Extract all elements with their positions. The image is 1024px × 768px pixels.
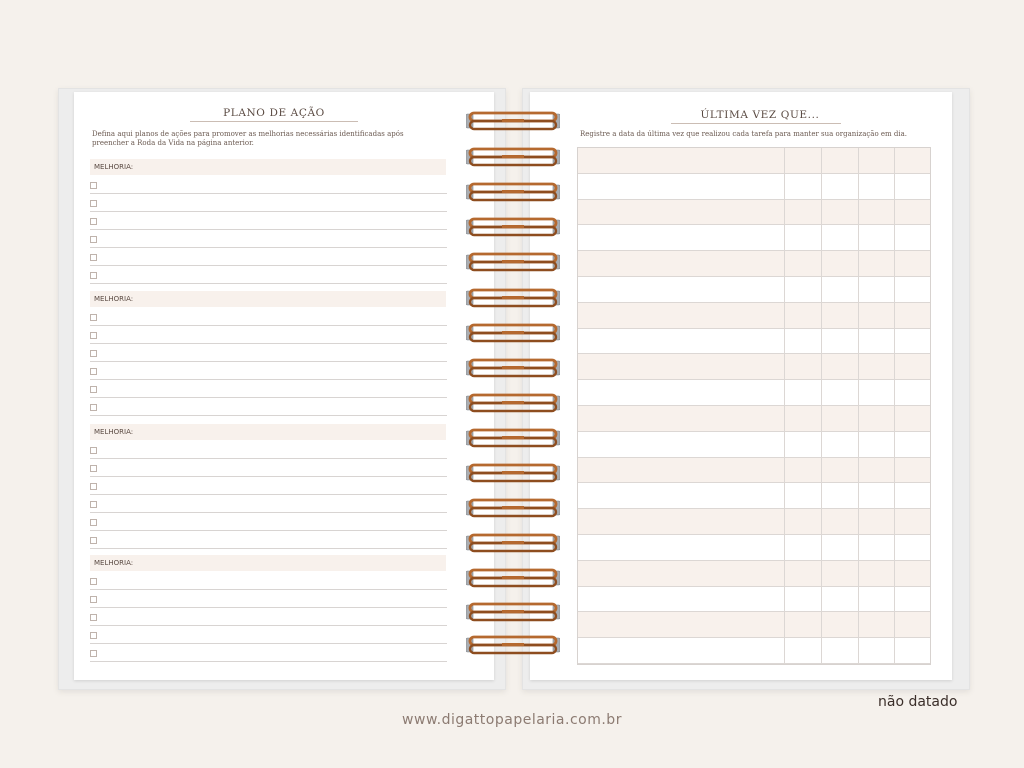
action-line[interactable] (90, 193, 447, 212)
checkbox[interactable] (90, 386, 97, 393)
action-line[interactable] (90, 476, 447, 495)
spiral-ring (466, 392, 560, 414)
checkbox[interactable] (90, 200, 97, 207)
checkbox[interactable] (90, 465, 97, 472)
action-line[interactable] (90, 458, 447, 477)
table-column-divider (784, 148, 785, 664)
last-time-table (577, 147, 931, 665)
checkbox[interactable] (90, 578, 97, 585)
action-line[interactable] (90, 379, 447, 398)
action-line[interactable] (90, 589, 447, 608)
checkbox[interactable] (90, 218, 97, 225)
spiral-ring (466, 216, 560, 238)
right-page-title: ÚLTIMA VEZ QUE... (700, 109, 820, 121)
action-line[interactable] (90, 607, 447, 626)
spiral-ring (466, 634, 560, 656)
action-line[interactable] (90, 512, 447, 531)
checkbox[interactable] (90, 537, 97, 544)
action-line[interactable] (90, 361, 447, 380)
table-row[interactable] (578, 148, 930, 174)
table-row[interactable] (578, 458, 930, 484)
checkbox[interactable] (90, 632, 97, 639)
table-row[interactable] (578, 432, 930, 458)
spiral-ring (466, 251, 560, 273)
checkbox[interactable] (90, 501, 97, 508)
spiral-ring (466, 567, 560, 589)
checkbox[interactable] (90, 314, 97, 321)
left-page-title: PLANO DE AÇÃO (223, 107, 325, 119)
checkbox[interactable] (90, 519, 97, 526)
checkbox[interactable] (90, 368, 97, 375)
table-row[interactable] (578, 174, 930, 200)
checkbox[interactable] (90, 650, 97, 657)
undated-label: não datado (878, 694, 958, 710)
right-title-underline (671, 123, 841, 124)
action-line[interactable] (90, 325, 447, 344)
table-row[interactable] (578, 380, 930, 406)
table-row[interactable] (578, 200, 930, 226)
improvement-label: MELHORIA: (90, 555, 446, 571)
spiral-ring (466, 532, 560, 554)
spiral-ring (466, 110, 560, 132)
improvement-label: MELHORIA: (90, 291, 446, 307)
action-line[interactable] (90, 307, 447, 326)
checkbox[interactable] (90, 404, 97, 411)
table-row[interactable] (578, 509, 930, 535)
spiral-ring (466, 287, 560, 309)
right-page (530, 92, 952, 680)
action-line[interactable] (90, 440, 447, 459)
table-row[interactable] (578, 251, 930, 277)
website-url: www.digattopapelaria.com.br (402, 712, 622, 728)
table-row[interactable] (578, 406, 930, 432)
table-row[interactable] (578, 535, 930, 561)
improvement-label: MELHORIA: (90, 159, 446, 175)
table-column-divider (858, 148, 859, 664)
spiral-ring (466, 462, 560, 484)
action-line[interactable] (90, 175, 447, 194)
action-line[interactable] (90, 571, 447, 590)
improvement-label: MELHORIA: (90, 424, 446, 440)
checkbox[interactable] (90, 254, 97, 261)
table-column-divider (821, 148, 822, 664)
left-page-description: Defina aqui planos de ações para promover as melhorias necessárias identificadas após preencher a Roda da Vida na página anterior. (92, 130, 404, 147)
checkbox[interactable] (90, 332, 97, 339)
table-row[interactable] (578, 277, 930, 303)
checkbox[interactable] (90, 236, 97, 243)
table-row[interactable] (578, 638, 930, 664)
checkbox[interactable] (90, 350, 97, 357)
action-line[interactable] (90, 211, 447, 230)
checkbox[interactable] (90, 182, 97, 189)
action-line[interactable] (90, 397, 447, 416)
spiral-ring (466, 322, 560, 344)
checkbox[interactable] (90, 447, 97, 454)
checkbox[interactable] (90, 614, 97, 621)
action-line[interactable] (90, 530, 447, 549)
left-page (74, 92, 494, 680)
spiral-ring (466, 427, 560, 449)
spiral-ring (466, 181, 560, 203)
left-title-underline (190, 121, 358, 122)
spiral-ring (466, 601, 560, 623)
action-line[interactable] (90, 494, 447, 513)
spiral-ring (466, 146, 560, 168)
table-row[interactable] (578, 587, 930, 613)
right-page-description: Registre a data da última vez que realizou cada tarefa para manter sua organização em dia. (580, 130, 908, 138)
table-row[interactable] (578, 225, 930, 251)
table-row[interactable] (578, 329, 930, 355)
table-row[interactable] (578, 303, 930, 329)
action-line[interactable] (90, 229, 447, 248)
action-line[interactable] (90, 643, 447, 662)
table-row[interactable] (578, 612, 930, 638)
spiral-ring (466, 497, 560, 519)
spiral-ring (466, 357, 560, 379)
action-line[interactable] (90, 247, 447, 266)
table-row[interactable] (578, 561, 930, 587)
action-line[interactable] (90, 265, 447, 284)
table-row[interactable] (578, 483, 930, 509)
action-line[interactable] (90, 625, 447, 644)
action-line[interactable] (90, 343, 447, 362)
table-row[interactable] (578, 354, 930, 380)
checkbox[interactable] (90, 596, 97, 603)
table-column-divider (894, 148, 895, 664)
checkbox[interactable] (90, 483, 97, 490)
checkbox[interactable] (90, 272, 97, 279)
